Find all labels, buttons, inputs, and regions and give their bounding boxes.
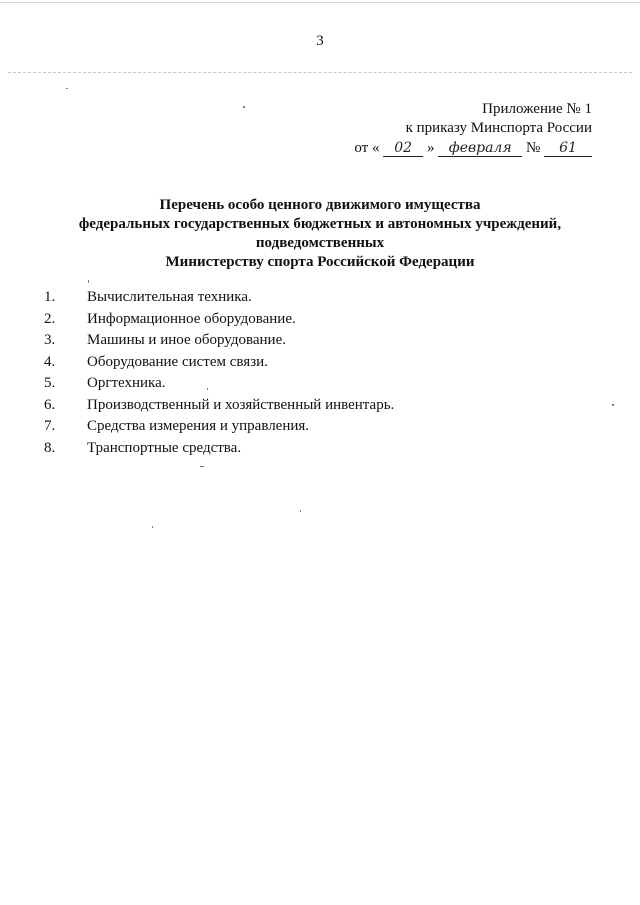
title-line-2: федеральных государственных бюджетных и автономных учреждений, [78, 216, 562, 232]
list-item [44, 373, 584, 395]
list-item [44, 287, 584, 309]
list-item-number: 2. [44, 310, 56, 327]
scan-speck [66, 88, 68, 89]
appendix-subtitle: к приказу Минспорта России [405, 120, 592, 136]
scan-speck [200, 466, 204, 467]
quote-open: « [371, 140, 380, 156]
handwritten-order-number: 61 [544, 140, 592, 157]
property-list [44, 287, 584, 459]
list-item [44, 395, 584, 417]
list-item-number: 1. [44, 289, 56, 305]
list-item-number: 5. [44, 375, 56, 391]
scan-top-edge [0, 2, 640, 3]
list-item [44, 352, 584, 374]
list-item-text: Информационное оборудование. [87, 310, 296, 327]
title-line-4: Министерству спорта Российской Федерации [165, 254, 475, 270]
number-label: № [525, 140, 541, 156]
quote-close: » [426, 140, 435, 156]
scan-speck [88, 280, 89, 283]
list-item-text: Средства измерения и управления. [87, 418, 310, 434]
list-item [44, 330, 584, 352]
list-item-number: 6. [44, 396, 56, 413]
list-item [44, 416, 584, 438]
list-item [44, 438, 584, 460]
list-item-number: 7. [44, 418, 56, 434]
list-item-text: Вычислительная техника. [87, 289, 252, 305]
list-item-text: Оборудование систем связи. [87, 353, 268, 370]
scan-artifact-line [8, 72, 632, 73]
scan-speck [300, 510, 301, 512]
list-item [44, 309, 584, 331]
from-label: от [354, 140, 369, 156]
list-item-number: 4. [44, 353, 56, 370]
scan-speck [207, 388, 208, 390]
list-item-number: 8. [44, 439, 56, 456]
document-title [40, 196, 600, 272]
appendix-title: Приложение № 1 [482, 101, 592, 117]
handwritten-month: февраля [438, 140, 522, 157]
appendix-block [272, 100, 592, 158]
scan-speck [612, 404, 614, 406]
handwritten-day: 02 [383, 140, 423, 157]
list-item-text: Машины и иное оборудование. [87, 332, 286, 348]
list-item-number: 3. [44, 332, 56, 348]
order-line [272, 139, 592, 158]
scan-speck [152, 526, 153, 528]
title-line-3: подведомственных [255, 235, 385, 251]
list-item-text: Оргтехника. [87, 375, 166, 391]
list-item-text: Транспортные средства. [87, 439, 242, 456]
page-number: 3 [316, 33, 324, 49]
list-item-text: Производственный и хозяйственный инвентарь. [87, 396, 395, 413]
title-line-1: Перечень особо ценного движимого имущества [159, 197, 481, 213]
scan-speck [243, 106, 245, 108]
